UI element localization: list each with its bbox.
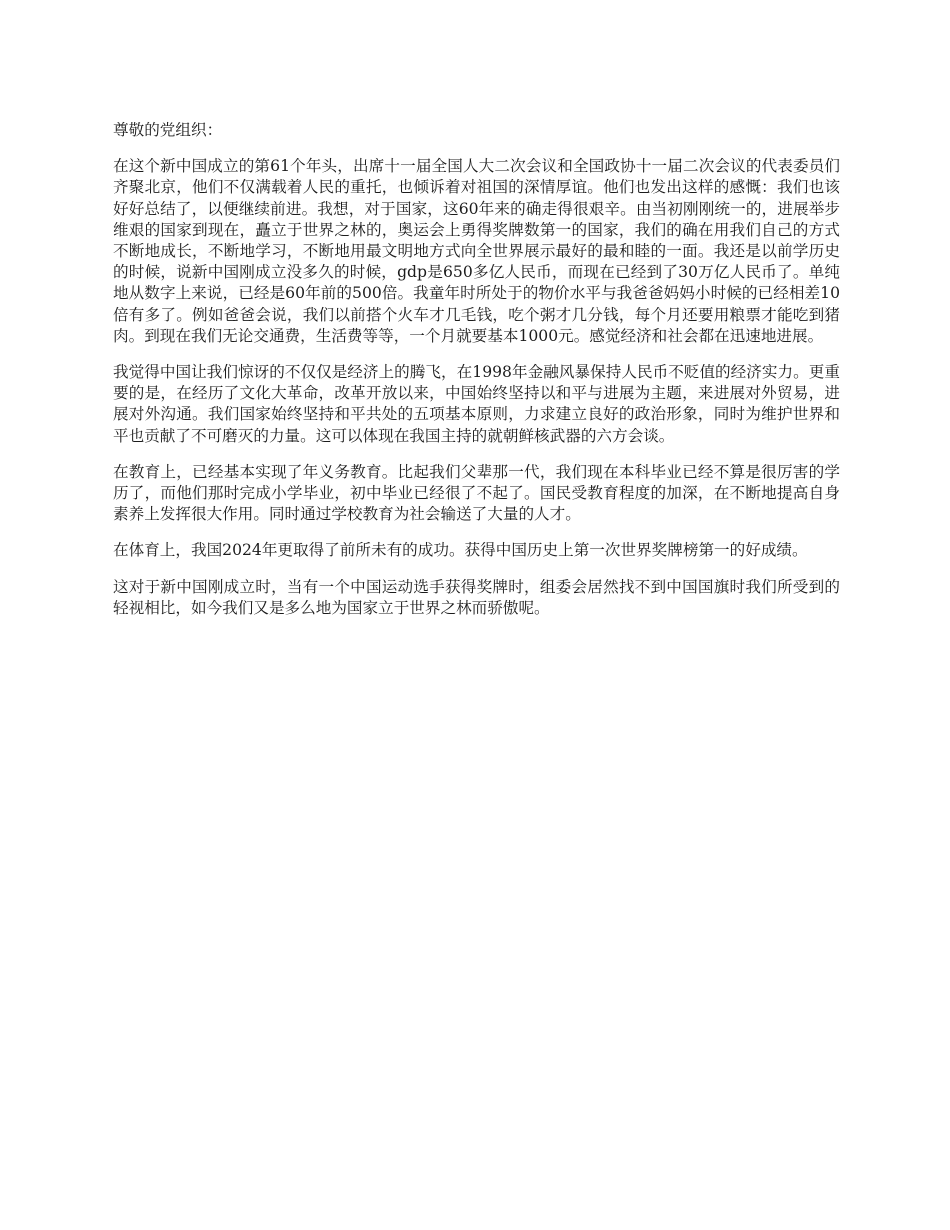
salutation: 尊敬的党组织： (113, 121, 223, 139)
paragraph-education: 在教育上，已经基本实现了年义务教育。比起我们父辈那一代，我们现在本科毕业已经不算是很厉害的学历了，而他们那时完成小学毕业，初中毕业已经很了不起了。国民受教育程度的加深，在不断地提高自身素养上发挥很大作用。同时通过学校教育为社会输送了大量的人才。 (113, 462, 840, 524)
paragraph-conclusion: 这对于新中国刚成立时，当有一个中国运动选手获得奖牌时，组委会居然找不到中国国旗时我们所受到的轻视相比，如今我们又是多么地为国家立于世界之林而骄傲呢。 (113, 577, 840, 617)
paragraph-diplomacy: 我觉得中国让我们惊讶的不仅仅是经济上的腾飞，在1998年金融风暴保持人民币不贬值的经济实力。更重要的是，在经历了文化大革命，改革开放以来，中国始终坚持以和平与进展为主题，来进展对外贸易，进展对外沟通。我们国家始终坚持和平共处的五项基本原则，力求建立良好的政治形象，同时为维护世界和平也贡献了不可磨灭的力量。这可以体现在我国主持的就朝鲜核武器的六方会谈。 (113, 363, 840, 445)
document-body (113, 120, 840, 634)
paragraph-economy: 在这个新中国成立的第61个年头，出席十一届全国人大二次会议和全国政协十一届二次会议的代表委员们齐聚北京，他们不仅满载着人民的重托，也倾诉着对祖国的深情厚谊。他们也发出这样的感慨：我们也该好好总结了，以便继续前进。我想，对于国家，这60年来的确走得很艰辛。由当初刚刚统一的，进展举步维艰的国家到现在，矗立于世界之林的，奥运会上勇得奖牌数第一的国家，我们的确在用我们自己的方式不断地成长，不断地学习，不断地用最文明地方式向全世界展示最好的最和睦的一面。我还是以前学历史的时候，说新中国刚成立没多久的时候，gdp是650多亿人民币，而现在已经到了30万亿人民币了。单纯地从数字上来说，已经是60年前的500倍。我童年时所处于的物价水平与我爸爸妈妈小时候的已经相差10倍有多了。例如爸爸会说，我们以前搭个火车才几毛钱，吃个粥才几分钱，每个月还要用粮票才能吃到猪肉。到现在我们无论交通费，生活费等等，一个月就要基本1000元。感觉经济和社会都在迅速地进展。 (113, 157, 840, 345)
paragraph-sports: 在体育上，我国2024年更取得了前所未有的成功。获得中国历史上第一次世界奖牌榜第一的好成绩。 (113, 541, 808, 560)
